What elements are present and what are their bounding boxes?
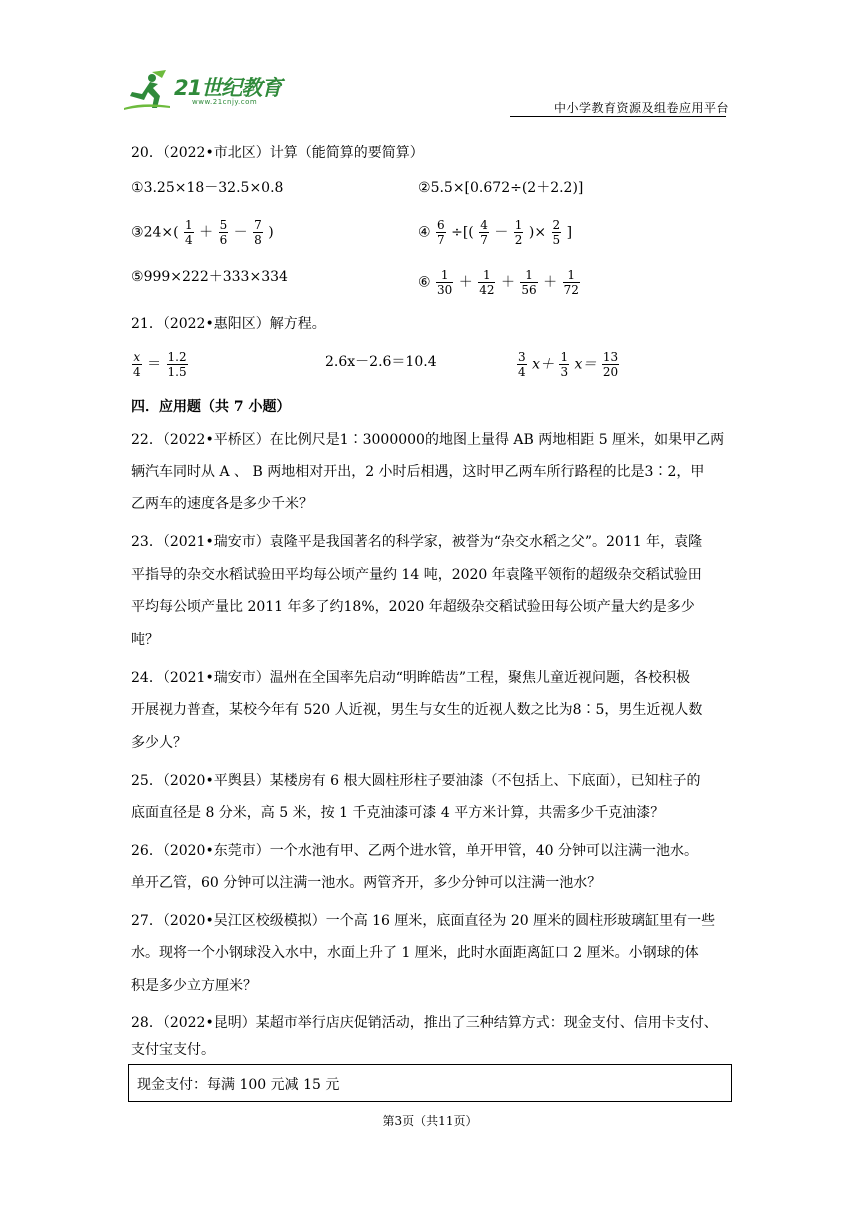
payment-table xyxy=(128,1064,732,1102)
fraction: $\frac{7}{8}$ xyxy=(254,218,262,247)
logo-url: www.21cnjy.com xyxy=(192,98,258,106)
fraction: $\frac{1}{42}$ xyxy=(479,268,495,297)
fraction: $\frac{4}{7}$ xyxy=(480,218,488,247)
fraction: $\frac{3}{4}$ xyxy=(518,350,526,379)
fraction: $\frac{1}{56}$ xyxy=(521,268,537,297)
q20-item-2: ②5.5×[0.672÷(2＋2.2)] xyxy=(418,180,584,196)
q23-line-4: 吨？ xyxy=(131,632,159,648)
q26-line-1: 26．（2020•东莞市）一个水池有甲、乙两个进水管，单开甲管，40 分钟可以注满一池水。 xyxy=(131,843,698,859)
q22-line-3: 乙两车的速度各是多少千米？ xyxy=(131,496,313,512)
q24-line-1: 24．（2021•瑞安市）温州在全国率先启动“明眸皓齿”工程，聚焦儿童近视问题，各校积极 xyxy=(131,670,691,686)
q27-line-1: 27．（2020•吴江区校级模拟）一个高 16 厘米，底面直径为 20 厘米的圆柱形玻璃缸里有一些 xyxy=(131,913,716,929)
q28-line-1: 28．（2022•昆明）某超市举行店庆促销活动，推出了三种结算方式：现金支付、信用卡支付、 xyxy=(131,1015,718,1031)
fraction: $\frac{2}{5}$ xyxy=(552,218,561,247)
logo-text: 21世纪教育 xyxy=(174,76,282,100)
q20-item-3: ③24×( $\frac{1}{4}$ ＋ $\frac{5}{6}$ － $\frac{7}{8}$ ) xyxy=(131,218,274,247)
q25-line-2: 底面直径是 8 分米，高 5 米，按 1 千克油漆可漆 4 平方米计算，共需多少千克油漆？ xyxy=(131,805,665,821)
fraction: $\frac{1}{30}$ xyxy=(437,268,453,297)
header-divider xyxy=(510,116,726,117)
fraction: $\frac{1.2}{1.5}$ xyxy=(167,350,187,379)
fraction: $\frac{1}{3}$ xyxy=(560,350,569,379)
q23-line-3: 平均每公顷产量比 2011 年多了约18%，2020 年超级杂交稻试验田每公顷产量大约是多少 xyxy=(131,599,695,615)
q20-item-6: ⑥ $\frac{1}{30}$ ＋ $\frac{1}{42}$ ＋ $\frac{1}{56}$ ＋ $\frac{1}{72}$ xyxy=(418,268,579,297)
q24-line-2: 开展视力普查，某校今年有 520 人近视，男生与女生的近视人数之比为8∶5，男生近视人数 xyxy=(131,702,703,718)
fraction: $\frac{13}{20}$ xyxy=(602,350,619,379)
q24-line-3: 多少人？ xyxy=(131,735,187,751)
fraction: $\frac{x}{4}$ xyxy=(133,350,141,379)
table-row: 现金支付：每满 100 元减 15 元 xyxy=(137,1077,340,1093)
fraction: $\frac{5}{6}$ xyxy=(219,218,228,247)
runner-logo-icon xyxy=(122,68,174,112)
q27-line-3: 积是多少立方厘米？ xyxy=(131,978,257,994)
q20-item-5: ⑤999×222＋333×334 xyxy=(131,269,288,285)
page-number: 第3页（共11页） xyxy=(382,1114,478,1128)
logo xyxy=(122,66,292,114)
platform-title: 中小学教育资源及组卷应用平台 xyxy=(553,101,729,115)
q25-line-1: 25．（2020•平舆县）某楼房有 6 根大圆柱形柱子要油漆（不包括上、下底面），已知柱子的 xyxy=(131,773,701,789)
q21-equation-1: $\frac{x}{4}$ ＝ $\frac{1.2}{1.5}$ xyxy=(133,350,187,379)
q26-line-2: 单开乙管，60 分钟可以注满一池水。两管齐开，多少分钟可以注满一池水？ xyxy=(131,875,602,891)
q27-line-2: 水。现将一个小钢球没入水中，水面上升了 1 厘米，此时水面距离缸口 2 厘米。小钢球的体 xyxy=(131,945,699,961)
fraction: $\frac{6}{7}$ xyxy=(437,218,445,247)
q23-line-1: 23．（2021•瑞安市）袁隆平是我国著名的科学家，被誉为“杂交水稻之父”。2011 年，袁隆 xyxy=(131,534,703,550)
fraction: $\frac{1}{4}$ xyxy=(185,218,193,247)
q20-item-1: ①3.25×18－32.5×0.8 xyxy=(131,180,284,196)
q28-line-2: 支付宝支付。 xyxy=(131,1042,215,1058)
fraction: $\frac{1}{72}$ xyxy=(563,268,579,297)
q22-line-1: 22．（2022•平桥区）在比例尺是1∶3000000的地图上量得 AB 两地相距 5 厘米，如果甲乙两 xyxy=(131,432,725,448)
fraction: $\frac{1}{2}$ xyxy=(514,218,523,247)
q20-item-4: ④ $\frac{6}{7}$ ÷[( $\frac{4}{7}$ － $\frac{1}{2}$ )× $\frac{2}{5}$ ] xyxy=(418,218,573,247)
q21-equation-3: $\frac{3}{4}$ x＋ $\frac{1}{3}$ x＝ $\frac{13}{20}$ xyxy=(518,350,619,379)
q21-title: 21．（2022•惠阳区）解方程。 xyxy=(131,316,326,332)
section-title: 四．应用题（共 7 小题） xyxy=(131,399,291,415)
q20-title: 20．（2022•市北区）计算（能简算的要简算） xyxy=(131,145,424,161)
q21-equation-2: 2.6x－2.6＝10.4 xyxy=(325,354,437,370)
q23-line-2: 平指导的杂交水稻试验田平均每公顷产量约 14 吨，2020 年袁隆平领衔的超级杂交稻试验田 xyxy=(131,567,702,583)
q22-line-2: 辆汽车同时从 A 、 B 两地相对开出，2 小时后相遇，这时甲乙两车所行路程的比是3∶2，甲 xyxy=(131,464,705,480)
